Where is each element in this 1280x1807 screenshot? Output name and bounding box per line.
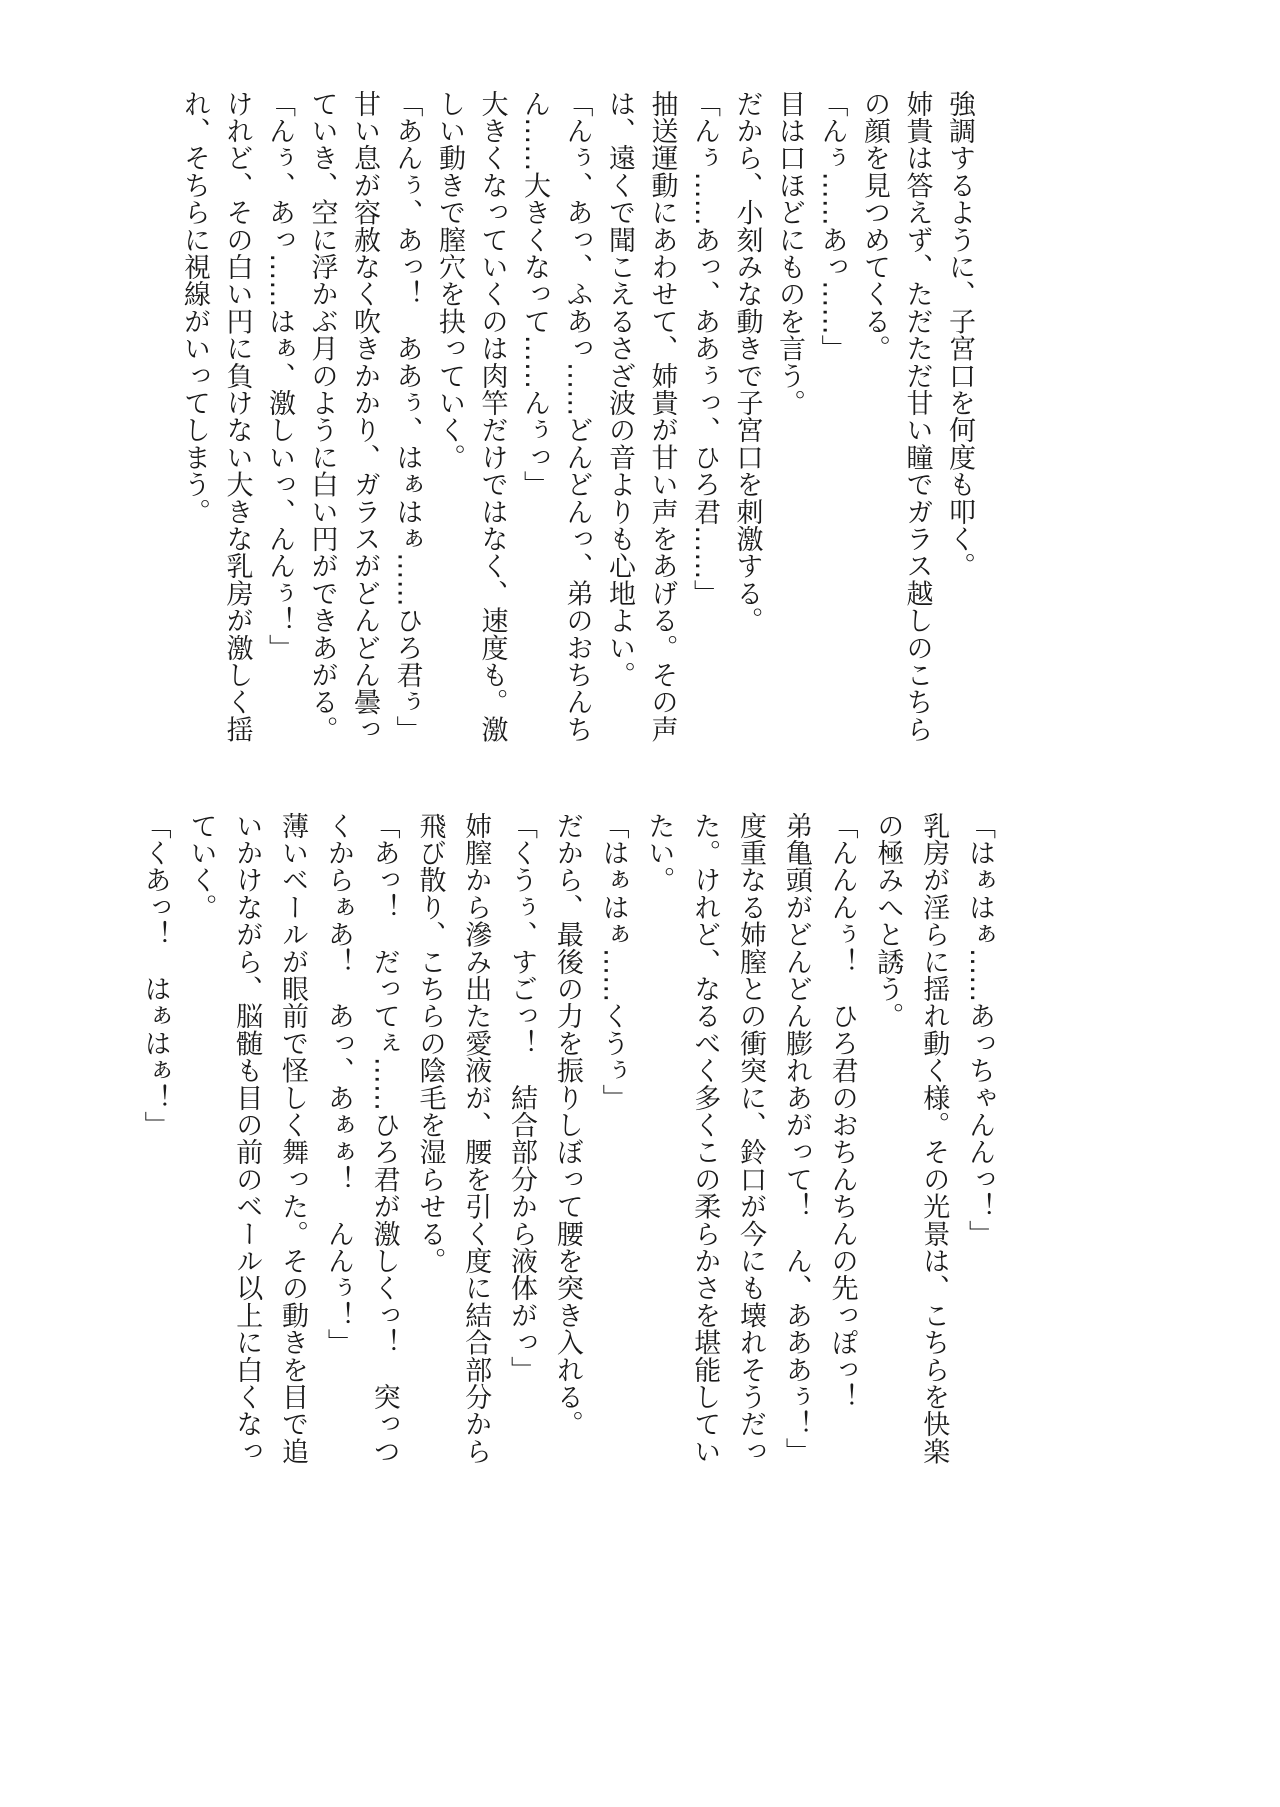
text-column: た。けれど、なるべく多くこの柔らかさを堪能してい [689,812,721,1465]
text-column: れ、そちらに視線がいってしまう。 [179,90,210,526]
text-column: 「あっ！ だってぇ……ひろ君が激しくっ！ 突っつ [368,812,400,1465]
text-column: ん……大きくなって……んぅっ」 [519,90,550,498]
text-column: 「はぁはぁ……くうぅ」 [597,812,629,1112]
text-column: 飛び散り、こちらの陰毛を湿らせる。 [414,812,446,1275]
text-column: 「んんんぅ！ ひろ君のおちんちんの先っぽっ！ [826,812,858,1411]
text-column: 姉貴は答えず、ただただ甘い瞳でガラス越しのこちら [901,90,933,743]
text-column: 目は口ほどにものを言う。 [774,90,805,417]
text-column: の極みへと誘う。 [872,812,904,1030]
text-column: 度重なる姉膣との衝突に、鈴口が今にも壊れそうだっ [735,812,767,1465]
text-column: ていき、空に浮かぶ月のように白い円ができあがる。 [306,90,338,743]
text-column: 「んぅ……あっ、ああぅっ、ひろ君……」 [689,90,720,607]
text-block-bottom [132,812,1002,1512]
text-column: 「くあっ！ はぁはぁ！」 [139,812,171,1139]
text-column: 「んぅ、あっ、ふあっ……どんどんっ、弟のおちんち [561,90,593,743]
text-block-top [173,90,981,770]
text-column: 「くうぅ、すごっ！ 結合部分から液体がっ」 [506,812,538,1384]
text-column: 姉膣から滲み出た愛液が、腰を引く度に結合部分から [460,812,492,1465]
text-column: 乳房が淫らに揺れ動く様。その光景は、こちらを快楽 [918,812,950,1465]
text-column: 抽送運動にあわせて、姉貴が甘い声をあげる。その声 [646,90,678,743]
text-column: 弟亀頭がどんどん膨れあがって！ ん、あああぅ！」 [780,812,812,1465]
text-column: いかけながら、脳髄も目の前のベール以上に白くなっ [231,812,263,1465]
text-column: の顔を見つめてくる。 [859,90,890,362]
text-column: 大きくなっていくのは肉竿だけではなく、速度も。激 [476,90,508,743]
text-column: 「んぅ、あっ……はぁ、激しいっ、んんぅ！」 [264,90,295,662]
text-column: だから、小刻みな動きで子宮口を刺激する。 [731,90,763,634]
text-column: くからぁあ！ あっ、あぁぁ！ んんぅ！」 [322,812,354,1356]
text-column: ていく。 [185,812,217,921]
text-column: けれど、その白い円に負けない大きな乳房が激しく揺 [221,90,253,743]
text-column: 甘い息が容赦なく吹きかかり、ガラスがどんどん曇っ [349,90,380,743]
text-column: 「あんぅ、あっ！ ああぅ、はぁはぁ……ひろ君ぅ」 [391,90,423,743]
text-column: は、遠くで聞こえるさざ波の音よりも心地よい。 [604,90,635,689]
text-column: 「んぅ……あっ……」 [816,90,848,362]
text-column: しい動きで膣穴を抉っていく。 [434,90,465,471]
text-column: 薄いベールが眼前で怪しく舞った。その動きを目で追 [277,812,309,1465]
text-column: だから、最後の力を振りしぼって腰を突き入れる。 [551,812,583,1438]
text-column: 強調するように、子宮口を何度も叩く。 [944,90,975,580]
text-column: 「はぁはぁ……あっちゃんんっ！」 [964,812,995,1248]
text-column: たい。 [643,812,675,894]
